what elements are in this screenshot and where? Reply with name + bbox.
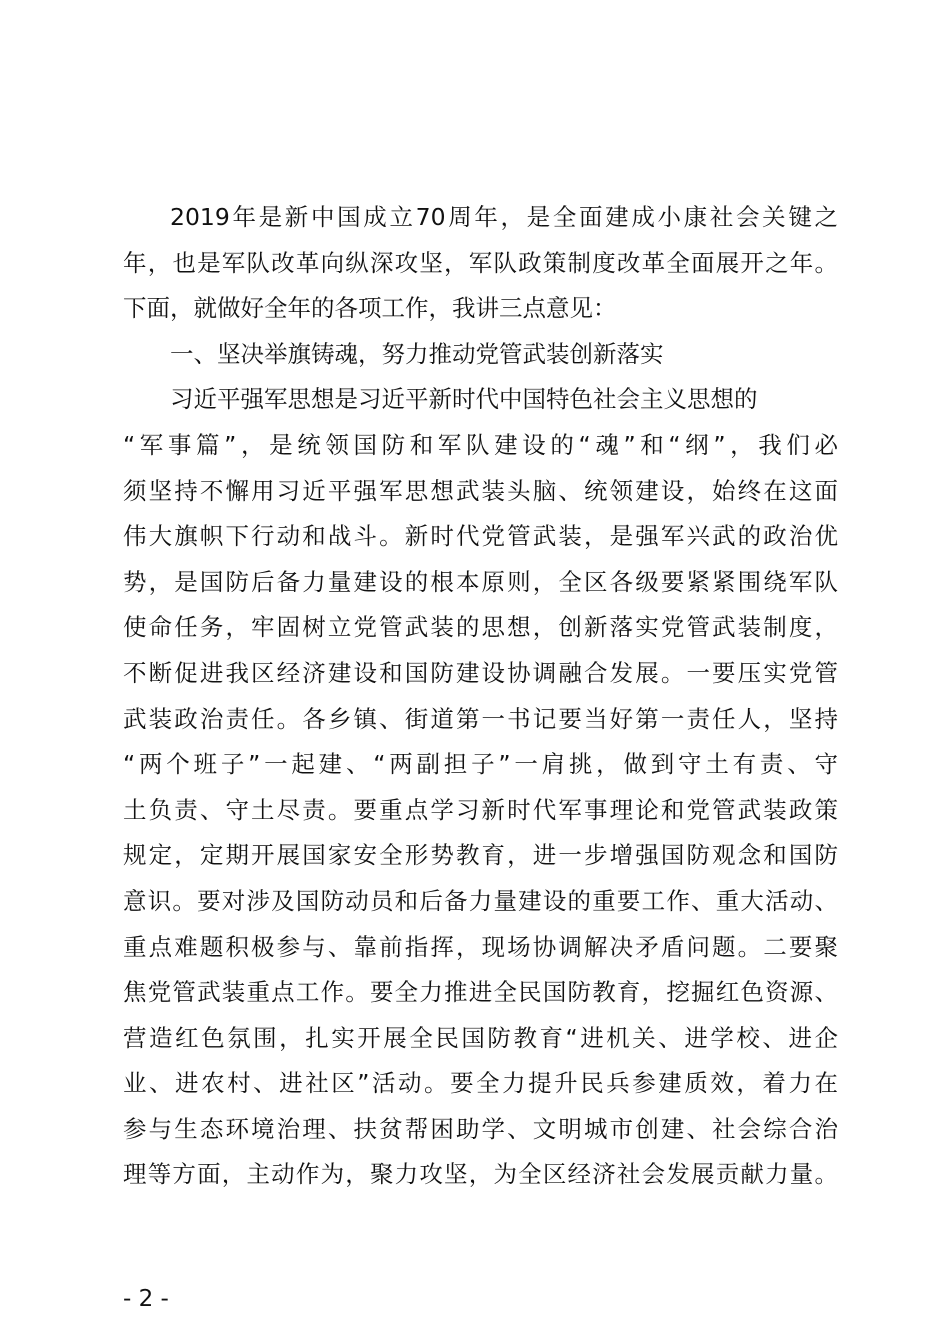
- text-line: 习近平强军思想是习近平新时代中国特色社会主义思想的: [170, 385, 758, 414]
- text-line: 意识。要对涉及国防动员和后备力量建设的重要工作、重大活动、: [123, 886, 838, 915]
- text-line: 焦党管武装重点工作。要全力推进全民国防教育，挖掘红色资源、: [123, 978, 838, 1007]
- text-line: 营造红色氛围，扎实开展全民国防教育“进机关、进学校、进企: [123, 1023, 838, 1052]
- text-line: 势，是国防后备力量建设的根本原则，全区各级要紧紧围绕军队: [123, 567, 838, 596]
- text-line: 年，也是军队改革向纵深攻坚，军队政策制度改革全面展开之年。: [123, 248, 838, 277]
- text-line: 业、进农村、进社区”活动。要全力提升民兵参建质效，着力在: [123, 1069, 838, 1098]
- section-heading: 一、坚决举旗铸魂，努力推动党管武装创新落实: [170, 339, 664, 368]
- text-line: 不断促进我区经济建设和国防建设协调融合发展。一要压实党管: [123, 658, 838, 687]
- body-text: [123, 195, 838, 1198]
- text-line: 须坚持不懈用习近平强军思想武装头脑、统领建设，始终在这面: [123, 476, 838, 505]
- text-line: 武装政治责任。各乡镇、街道第一书记要当好第一责任人，坚持: [123, 704, 838, 733]
- text-line: 参与生态环境治理、扶贫帮困助学、文明城市创建、社会综合治: [123, 1114, 838, 1143]
- text-line: “两个班子”一起建、“两副担子”一肩挑，做到守土有责、守: [123, 750, 838, 779]
- text-line: 土负责、守土尽责。要重点学习新时代军事理论和党管武装政策: [123, 795, 838, 824]
- text-line: 重点难题积极参与、靠前指挥，现场协调解决矛盾问题。二要聚: [123, 932, 838, 961]
- text-line: 规定，定期开展国家安全形势教育，进一步增强国防观念和国防: [123, 841, 838, 870]
- text-line: 2019年是新中国成立70周年，是全面建成小康社会关键之: [170, 203, 838, 231]
- text-line: 伟大旗帜下行动和战斗。新时代党管武装，是强军兴武的政治优: [123, 522, 838, 551]
- text-line: “军事篇”，是统领国防和军队建设的“魂”和“纲”，我们必: [123, 430, 838, 459]
- text-line: 使命任务，牢固树立党管武装的思想，创新落实党管武装制度，: [123, 613, 838, 642]
- text-line: 理等方面，主动作为，聚力攻坚，为全区经济社会发展贡献力量。: [123, 1160, 838, 1189]
- text-line: 下面，就做好全年的各项工作，我讲三点意见：: [123, 294, 617, 323]
- page-number: - 2 -: [123, 1286, 169, 1312]
